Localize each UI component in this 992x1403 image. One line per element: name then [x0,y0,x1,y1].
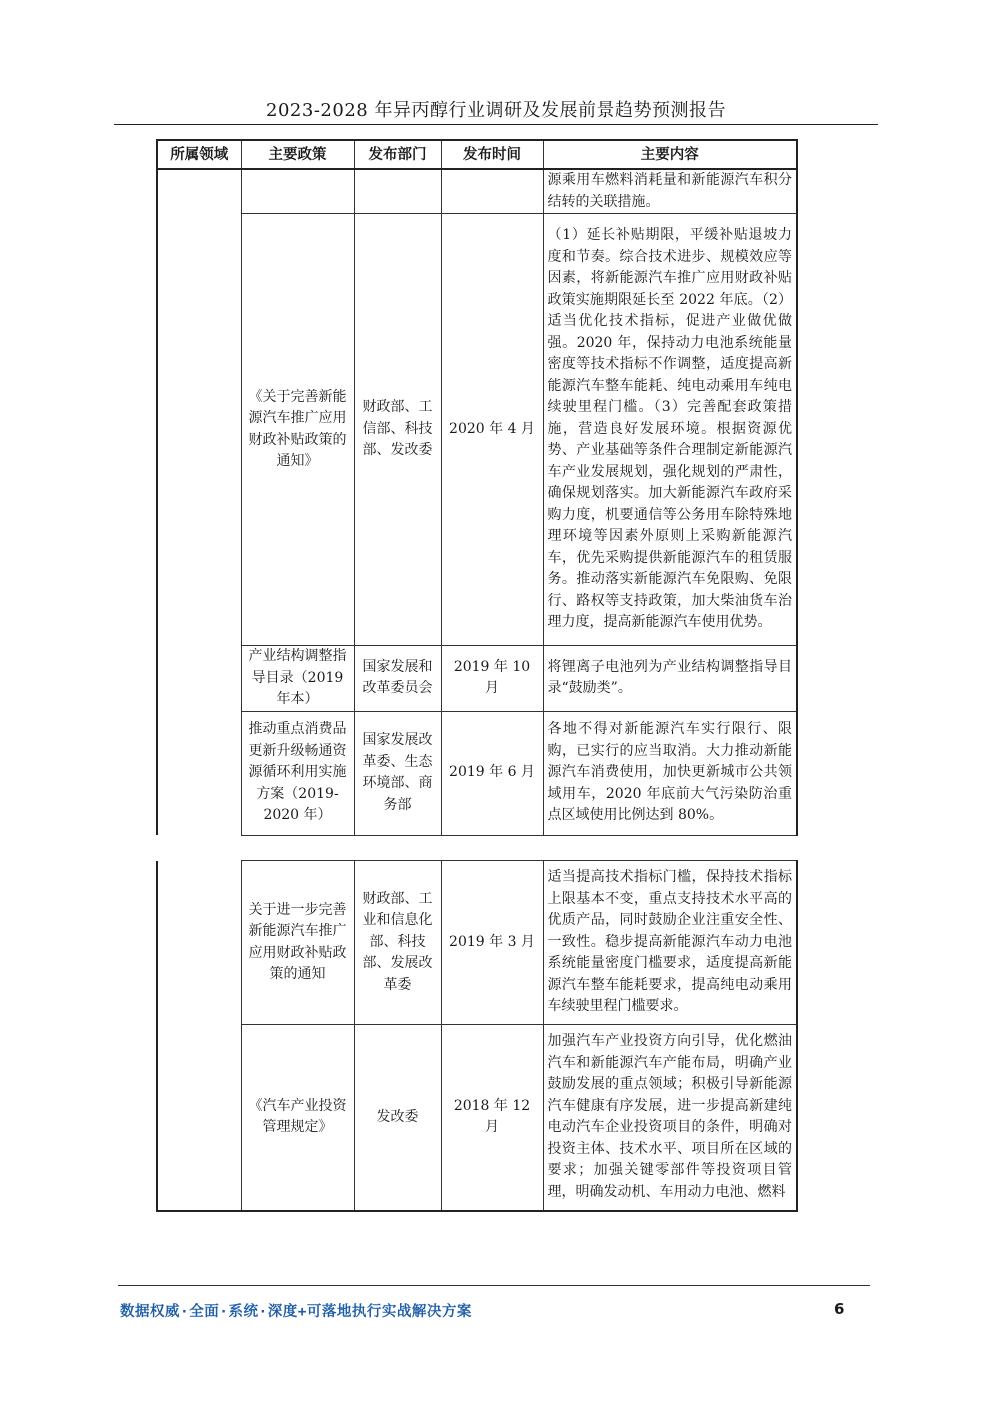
column-header-policy: 主要政策 [241,140,354,169]
table-row [157,214,797,646]
date-cell [441,169,543,214]
policy-name-cell: 关于进一步完善新能源汽车推广应用财政补贴政策的通知 [241,861,354,1025]
date-cell: 2019 年 3 月 [441,861,543,1025]
column-header-date: 发布时间 [441,140,543,169]
policy-table-part-2 [156,860,798,1212]
policy-name-cell: 《汽车产业投资管理规定》 [241,1025,354,1211]
column-header-domain: 所属领域 [157,140,241,169]
footer-divider [118,1285,870,1286]
date-cell: 2019 年 10 月 [441,646,543,712]
department-cell [354,169,441,214]
date-cell: 2018 年 12 月 [441,1025,543,1211]
content-cell: 适当提高技术指标门槛，保持技术指标上限基本不变，重点支持技术水平高的优质产品，同时鼓励企业注重安全性、一致性。稳步提高新能源汽车动力电池系统能量密度门槛要求，适度提高新能源汽车整车能耗要求，提高纯电动乘用车续驶里程门槛要求。 [543,861,797,1025]
department-cell: 国家发展和改革委员会 [354,646,441,712]
table-row [157,169,797,214]
content-cell: 加强汽车产业投资方向引导，优化燃油汽车和新能源汽车产能布局，明确产业鼓励发展的重点领域；积极引导新能源汽车健康有序发展，进一步提高新建纯电动汽车企业投资项目的条件，明确对投资主体、技术水平、项目所在区域的要求；加强关键零部件等投资项目管理，明确发动机、车用动力电池、燃料 [543,1025,797,1211]
department-cell: 财政部、工信部、科技部、发改委 [354,214,441,646]
header-divider [114,124,878,125]
table-row [157,861,797,1025]
column-header-department: 发布部门 [354,140,441,169]
table-header-row [157,140,797,169]
department-cell: 发改委 [354,1025,441,1211]
policy-name-cell: 产业结构调整指导目录（2019 年本） [241,646,354,712]
content-cell: 源乘用车燃料消耗量和新能源汽车积分结转的关联措施。 [543,169,797,214]
table-row [157,711,797,835]
page-title: 2023-2028 年异丙醇行业调研及发展前景趋势预测报告 [266,100,726,121]
column-header-content: 主要内容 [543,140,797,169]
domain-cell [157,169,241,835]
content-cell: 各地不得对新能源汽车实行限行、限购，已实行的应当取消。大力推动新能源汽车消费使用，加快更新城市公共领域用车，2020 年底前大气污染防治重点区域使用比例达到 80%。 [543,711,797,835]
policy-table-part-1 [156,139,798,836]
content-cell: 将锂离子电池列为产业结构调整指导目录“鼓励类”。 [543,646,797,712]
policy-name-cell: 推动重点消费品更新升级畅通资源循环利用实施方案（2019-2020 年） [241,711,354,835]
department-cell: 财政部、工业和信息化部、科技部、发展改革委 [354,861,441,1025]
table-row [157,646,797,712]
policy-name-cell [241,169,354,214]
page-number: 6 [834,1300,845,1318]
date-cell: 2020 年 4 月 [441,214,543,646]
domain-cell [157,861,241,1211]
date-cell: 2019 年 6 月 [441,711,543,835]
table-row [157,1025,797,1211]
policy-name-cell: 《关于完善新能源汽车推广应用财政补贴政策的通知》 [241,214,354,646]
content-cell: （1）延长补贴期限，平缓补贴退坡力度和节奏。综合技术进步、规模效应等因素，将新能源汽车推广应用财政补贴政策实施期限延长至 2022 年底。（2）适当优化技术指标，促进产业做优做强。2020 年，保持动力电池系统能量密度等技术指标不作调整，适度提高新能源汽车整车能耗、纯电动乘用车纯电续驶里程门槛。（3）完善配套政策措施，营造良好发展环境。根据资源优势、产业基础等条件合理制定新能源汽车产业发展规划，强化规划的严肃性，确保规划落实。加大新能源汽车政府采购力度，机要通信等公务用车除特殊地理环境等因素外原则上采购新能源汽车，优先采购提供新能源汽车的租赁服务。推动落实新能源汽车免限购、免限行、路权等支持政策，加大柴油货车治理力度，提高新能源汽车使用优势。 [543,214,797,646]
department-cell: 国家发展改革委、生态环境部、商务部 [354,711,441,835]
footer-slogan: 数据权威·全面·系统·深度+可落地执行实战解决方案 [120,1304,472,1320]
